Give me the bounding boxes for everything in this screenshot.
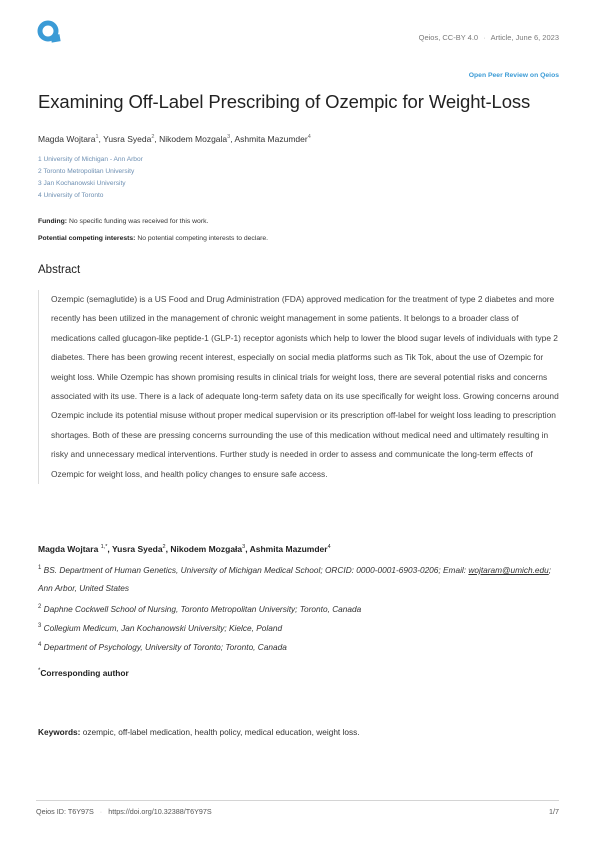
- aff-text: Collegium Medicum, Jan Kochanowski University; Kielce, Poland: [43, 622, 283, 633]
- author-sup: 3: [242, 544, 246, 551]
- open-peer-review-link[interactable]: Open Peer Review on Qeios: [468, 72, 559, 79]
- keywords-text: ozempic, off-label medication, health policy, medical education, weight loss.: [82, 727, 360, 737]
- keywords: [38, 727, 360, 737]
- author-sup: 3: [227, 134, 231, 141]
- author-sup: 1: [95, 134, 99, 141]
- author-name: Nikodem Mozgala: [159, 134, 228, 144]
- aff-sup: 4: [38, 642, 42, 648]
- abstract-text: Ozempic (semaglutide) is a US Food and Drug Administration (FDA) approved medication for the treatment of type 2 diabetes and more recently has been utilized in the management of chronic weight management in some patients. It belongs to a broader class of medications called glucagon-like peptide-1 (GLP-1) receptor agonists which help to lower the blood sugar levels of individuals with type 2 diabetes. There has been growing recent interest, especially on social media platforms such as Tik Tok, about the use of Ozempic for weight loss. While Ozempic has shown promising results in clinical trials for weight loss, there are several potential risks and concerns associated with its use. There is a lack of adequate long-term safety data on its use specifically for weight loss. Growing concerns around Ozempic include its potential misuse without proper medical supervision or its prescription off-label for weight loss leading to prescription shortages. Both of these are pressing concerns surrounding the use of this medication without medical need and ultimately resulting in risky and unnecessary medical interventions. Further study is needed in order to assess and communicate the long-term effects of Ozempic for weight loss, and health policy changes to ensure safe access.: [51, 294, 559, 479]
- author-name: Yusra Syeda: [103, 134, 152, 144]
- affiliation-detail: [38, 636, 558, 656]
- aff-sup: 2: [38, 604, 42, 610]
- abstract-heading: Abstract: [38, 264, 81, 276]
- footer-separator: ·: [99, 807, 103, 816]
- corr-sup: *: [38, 668, 41, 675]
- qeios-id: Qeios ID: T6Y97S: [36, 807, 94, 816]
- competing-text: No potential competing interests to declare.: [137, 235, 269, 242]
- competing-label: Potential competing interests:: [38, 235, 136, 242]
- footer-divider: [36, 800, 559, 801]
- qeios-logo-icon: [37, 20, 61, 44]
- aff-text: Daphne Cockwell School of Nursing, Toronto Metropolitan University; Toronto, Canada: [43, 603, 362, 614]
- license-text: Qeios, CC-BY 4.0: [418, 33, 479, 42]
- affiliation-detail: [38, 559, 558, 597]
- affiliation-item[interactable]: 4 University of Toronto: [38, 192, 104, 199]
- author-name: Magda Wojtara: [38, 134, 96, 144]
- author-name: Ashmita Mazumder: [234, 134, 308, 144]
- affiliation-item[interactable]: 1 University of Michigan - Ann Arbor: [38, 156, 143, 163]
- doi-link[interactable]: https://doi.org/10.32388/T6Y97S: [108, 807, 212, 816]
- author-name: Ashmita Mazumder: [249, 544, 328, 554]
- author-sup: 4: [327, 544, 331, 551]
- aff-sup: 1: [38, 565, 42, 571]
- email-link[interactable]: wojtaram@umich.edu: [468, 564, 549, 575]
- article-date: Article, June 6, 2023: [490, 33, 559, 42]
- author-name: Yusra Syeda: [111, 544, 163, 554]
- affiliations-list: [38, 154, 143, 202]
- author-name: Nikodem Mozgała: [170, 544, 243, 554]
- authors-detail: Magda Wojtara $^{1,*}$, Yusra Syeda$^2$, Nikodem Mozgała$^3$, Ashmita Mazumder$^4$: [38, 544, 331, 554]
- funding-statement: [38, 218, 208, 225]
- funding-text: No specific funding was received for this work.: [68, 218, 209, 225]
- footer-info: [36, 807, 212, 816]
- affiliation-detail: [38, 617, 558, 637]
- header-separator: ·: [483, 33, 486, 42]
- keywords-label: Keywords:: [38, 727, 81, 737]
- author-sup: 2: [151, 134, 155, 141]
- author-sup: 1,*: [100, 544, 108, 551]
- author-name: Magda Wojtara: [38, 544, 99, 554]
- corresponding-author: [38, 668, 129, 678]
- header-meta: [419, 33, 559, 42]
- author-sup: 2: [162, 544, 166, 551]
- affiliation-item[interactable]: 3 Jan Kochanowski University: [38, 180, 126, 187]
- aff-text: Department of Psychology, University of Toronto; Toronto, Canada: [43, 641, 287, 652]
- abstract-body: [38, 290, 561, 484]
- paper-title: Examining Off-Label Prescribing of Ozempic for Weight-Loss: [38, 91, 531, 112]
- aff-text-after: ; Ann Arbor, United States: [38, 564, 552, 593]
- affiliation-item[interactable]: 2 Toronto Metropolitan University: [38, 168, 135, 175]
- corr-text: Corresponding author: [40, 668, 129, 678]
- aff-sup: 3: [38, 623, 42, 629]
- affiliation-detail: [38, 598, 558, 618]
- aff-text: BS. Department of Human Genetics, University of Michigan Medical School; ORCID: 0000-0001-6903-0206; Email:: [43, 564, 467, 575]
- authors-list: Magda Wojtara$^1$, Yusra Syeda$^2$, Nikodem Mozgala$^3$, Ashmita Mazumder$^4$: [38, 134, 311, 144]
- funding-label: Funding:: [38, 218, 68, 225]
- page-number: 1/7: [549, 807, 559, 816]
- author-sup: 4: [307, 134, 311, 141]
- competing-interests-statement: [38, 235, 268, 242]
